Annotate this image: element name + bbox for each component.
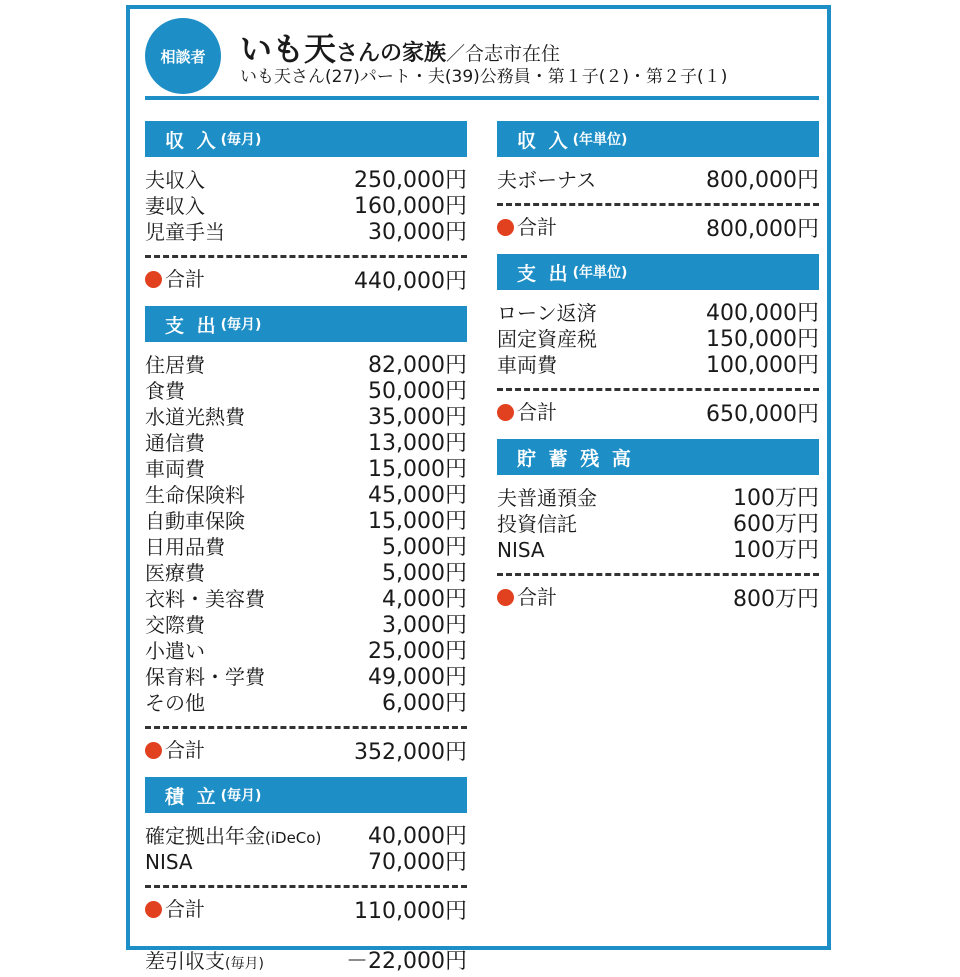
consultant-badge: 相談者 — [145, 18, 221, 94]
section-header: 収 入 (年単位) — [497, 121, 819, 157]
table-row: 食費 50,000円 — [145, 379, 467, 404]
total-row: 合計 800万円 — [497, 584, 819, 610]
table-row: 保育料・学費 49,000円 — [145, 665, 467, 690]
table-row: その他 6,000円 — [145, 691, 467, 716]
bullet-dot-icon — [497, 404, 514, 421]
family-members: いも天さん(27)パート・夫(39)公務員・第１子(２)・第２子(１) — [240, 67, 728, 87]
bullet-dot-icon — [145, 901, 162, 918]
monthly-savings-section — [145, 777, 467, 922]
bullet-dot-icon — [497, 219, 514, 236]
header-rule — [145, 96, 819, 100]
table-row: 車両費 15,000円 — [145, 457, 467, 482]
dashed-divider — [145, 255, 467, 258]
left-column — [145, 121, 467, 974]
location: ／合志市在住 — [446, 43, 561, 65]
table-row: 妻収入 160,000円 — [145, 194, 467, 219]
section-header: 貯 蓄 残 高 — [497, 439, 819, 475]
right-column — [497, 121, 819, 610]
total-row: 合計 352,000円 — [145, 737, 467, 763]
table-row: 衣料・美容費 4,000円 — [145, 587, 467, 612]
dashed-divider — [497, 573, 819, 576]
dashed-divider — [145, 885, 467, 888]
section-header: 支 出 (年単位) — [497, 254, 819, 290]
table-row: 自動車保険 15,000円 — [145, 509, 467, 534]
table-row: 小遣い 25,000円 — [145, 639, 467, 664]
table-row: 通信費 13,000円 — [145, 431, 467, 456]
table-row: 生命保険料 45,000円 — [145, 483, 467, 508]
yearly-income-section — [497, 121, 819, 240]
monthly-expenses-section — [145, 306, 467, 763]
table-row: 水道光熱費 35,000円 — [145, 405, 467, 430]
yearly-expenses-section — [497, 254, 819, 425]
section-header: 積 立 (毎月) — [145, 777, 467, 813]
table-row: 医療費 5,000円 — [145, 561, 467, 586]
bullet-dot-icon — [497, 589, 514, 606]
table-row: 投資信託 600万円 — [497, 512, 819, 537]
total-row: 合計 800,000円 — [497, 214, 819, 240]
dashed-divider — [497, 388, 819, 391]
section-header: 収 入 (毎月) — [145, 121, 467, 157]
family-name: いも天 — [240, 30, 337, 68]
section-header: 支 出 (毎月) — [145, 306, 467, 342]
dashed-divider — [145, 726, 467, 729]
table-row: 夫収入 250,000円 — [145, 168, 467, 193]
family-suffix: さんの家族 — [336, 41, 447, 66]
bullet-dot-icon — [145, 742, 162, 759]
table-row: 夫普通預金 100万円 — [497, 486, 819, 511]
table-row: 夫ボーナス 800,000円 — [497, 168, 819, 193]
dashed-divider — [497, 203, 819, 206]
total-row: 合計 440,000円 — [145, 266, 467, 292]
table-row: 住居費 82,000円 — [145, 353, 467, 378]
table-row: NISA 70,000円 — [145, 850, 467, 875]
balance-row: 差引収支(毎月) －22,000円 — [145, 949, 467, 974]
table-row: 固定資産税 150,000円 — [497, 327, 819, 352]
table-row: 児童手当 30,000円 — [145, 220, 467, 245]
monthly-income-section — [145, 121, 467, 292]
bullet-dot-icon — [145, 271, 162, 288]
total-row: 合計 650,000円 — [497, 399, 819, 425]
table-row: 確定拠出年金(iDeCo) 40,000円 — [145, 824, 467, 849]
table-row: 交際費 3,000円 — [145, 613, 467, 638]
table-row: 車両費 100,000円 — [497, 353, 819, 378]
table-row: NISA 100万円 — [497, 538, 819, 563]
total-row: 合計 110,000円 — [145, 896, 467, 922]
table-row: ローン返済 400,000円 — [497, 301, 819, 326]
table-row: 日用品費 5,000円 — [145, 535, 467, 560]
savings-balance-section — [497, 439, 819, 610]
